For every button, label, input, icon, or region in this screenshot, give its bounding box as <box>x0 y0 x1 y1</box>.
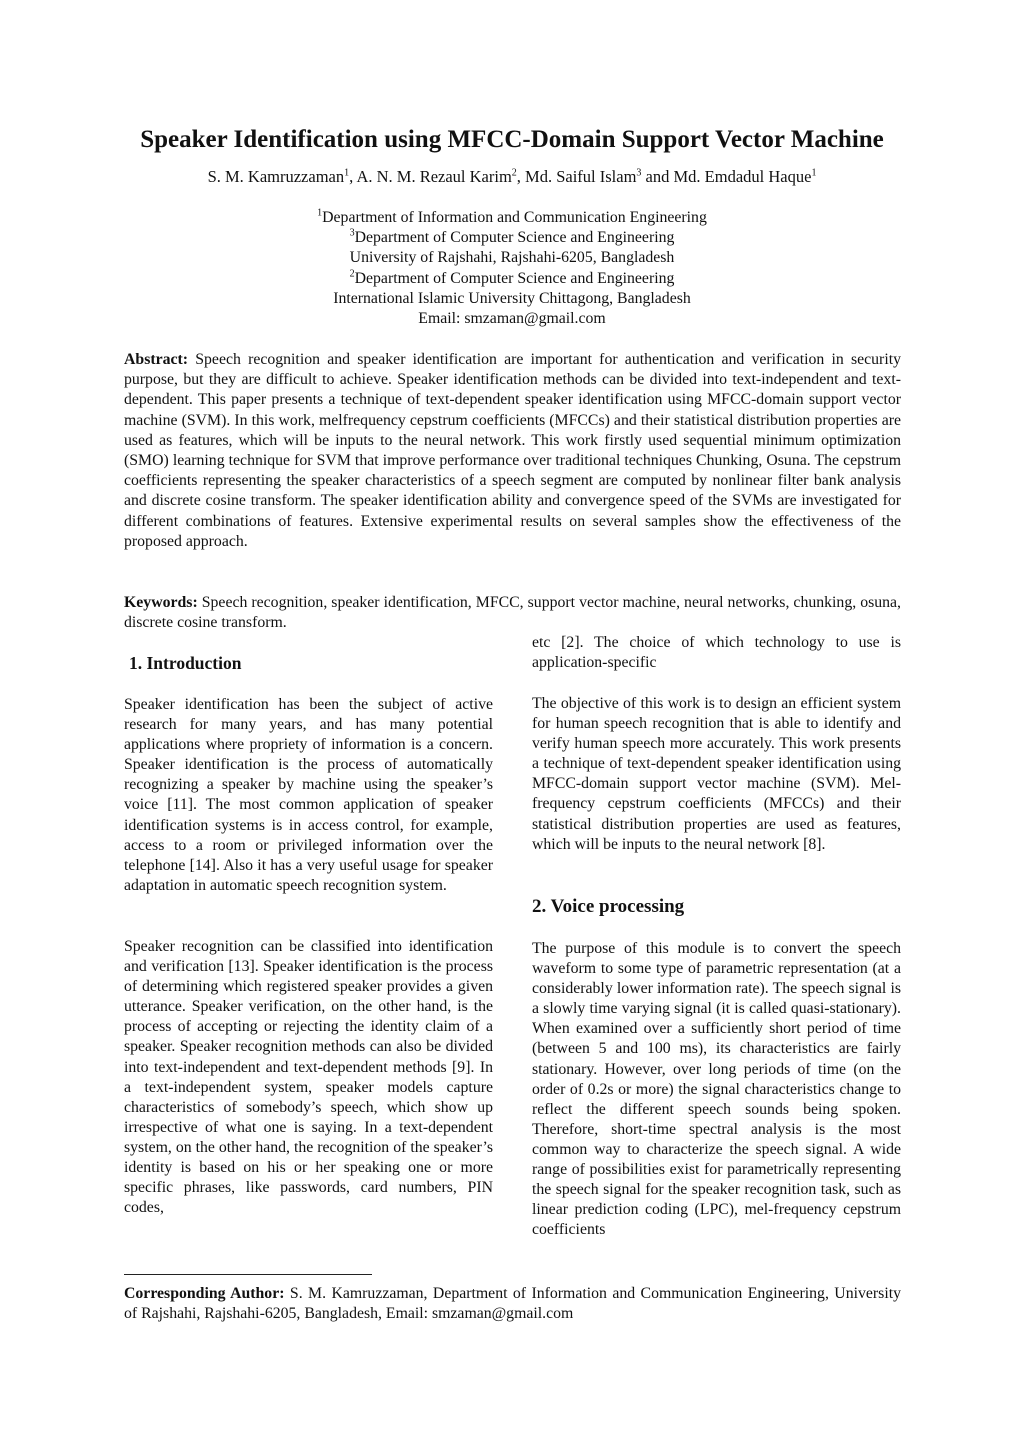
author-affil-mark: 1 <box>344 167 350 179</box>
intro-paragraph-1: Speaker identification has been the subject of active research for many years, and has many potential applications where propriety of information is a concern. Speaker identification is the process of automatically recognizing a speaker by machine using the speaker’s voice [11]. The most common application of speaker identification systems is in access control, for example, access to a room or privileged information over the telephone [14]. Also it has a very useful usage for speaker adaptation in automatic speech recognition system. <box>124 696 493 894</box>
author-affil-mark: 1 <box>811 167 817 179</box>
intro-paragraph-3: etc [2]. The choice of which technology to use is application-specific <box>532 634 901 672</box>
affiliation-line: International Islamic University Chittagong, Bangladesh <box>333 289 691 307</box>
affiliation-line: University of Rajshahi, Rajshahi-6205, Bangladesh <box>349 249 675 267</box>
affiliation-line <box>0 208 1024 228</box>
author-name: S. M. Kamruzzaman <box>207 167 345 186</box>
author-name: Md. Emdadul Haque <box>673 167 812 186</box>
corresponding-author-footnote <box>124 1284 901 1324</box>
affiliation-line <box>0 228 1024 248</box>
author-affil-mark: 3 <box>636 167 642 179</box>
affil-text: Department of Computer Science and Engineering <box>354 229 675 247</box>
abstract-text: Speech recognition and speaker identification are important for authentication and verification in security purpose, but they are difficult to achieve. Speaker identification methods can be divided into text-independent and text-dependent. This paper presents a technique of text-dependent speaker identification using MFCC-domain support vector machine (SVM). In this work, melfrequency cepstrum coefficients (MFCCs) and their statistical distribution properties are used as features, which will be inputs to the neural network. This work firstly used sequential minimum optimization (SMO) learning technique for SVM that improve performance over traditional techniques Chunking, Osuna. The cepstrum coefficients representing the speaker characteristics of a speech segment are computed by nonlinear filter bank analysis and discrete cosine transform. The speaker identification ability and convergence speed of the SVMs are investigated for different combinations of features. Extensive experimental results on several samples show the effectiveness of the proposed approach. <box>124 351 901 550</box>
affil-text: Department of Information and Communication Engineering <box>322 209 707 226</box>
affiliation-line <box>0 269 1024 289</box>
footnote-text: S. M. Kamruzzaman, Department of Information and Communication Engineering, University of Rajshahi, Rajshahi-6205, Bangladesh, Email: smzaman@gmail.com <box>124 1285 901 1323</box>
author-joiner: and <box>645 167 670 186</box>
abstract-label: Abstract: <box>124 351 189 368</box>
footnote-label: Corresponding Author: <box>124 1285 285 1302</box>
section-heading-introduction: 1. Introduction <box>129 653 242 673</box>
author-name: A. N. M. Rezaul Karim <box>356 167 512 186</box>
footnote-divider <box>124 1274 372 1275</box>
keywords-label: Keywords: <box>124 594 198 611</box>
affiliations <box>0 208 1024 329</box>
affil-mark: 3 <box>349 227 355 239</box>
author-name: Md. Saiful Islam <box>525 167 637 186</box>
contact-email: Email: smzaman@gmail.com <box>418 310 606 328</box>
keywords <box>124 593 901 633</box>
intro-paragraph-2: Speaker recognition can be classified into identification and verification [13]. Speaker identification is the process of determining which registered speaker provides a given utterance. Speaker verification, on the other hand, is the process of accepting or rejecting the identity claim of a speaker. Speaker recognition methods can also be divided into text-independent and text-dependent methods [9]. In a text-independent system, speaker models capture characteristics of somebody’s speech, which show up irrespective of what one is saying. In a text-dependent system, on the other hand, the recognition of the speaker’s identity is based on his or her speaking one or more specific phrases, like passwords, card numbers, PIN codes, <box>124 938 493 1217</box>
voice-paragraph-1: The purpose of this module is to convert the speech waveform to some type of parametric representation (at a considerably lower information rate). The speech signal is a slowly time varying signal (it is called quasi-stationary). When examined over a sufficiently short period of time (between 5 and 100 ms), its characteristics are fairly stationary. However, over long periods of time (on the order of 0.2s or more) the signal characteristics change to reflect the different speech sounds being spoken. Therefore, short-time spectral analysis is the most common way to characterize the speech signal. A wide range of possibilities exist for parametrically representing the speech signal for the speaker recognition task, such as linear prediction coding (LPC), mel-frequency cepstrum coefficients <box>532 940 901 1239</box>
keywords-text: Speech recognition, speaker identification, MFCC, support vector machine, neural networks, chunking, osuna, discrete cosine transform. <box>124 594 901 632</box>
intro-paragraph-4: The objective of this work is to design an efficient system for human speech recognition that is able to identify and verify human speech more accurately. This work presents a technique of text-dependent speaker identification using MFCC-domain support vector machine (SVM). Mel-frequency cepstrum coefficients (MFCCs) and their statistical distribution properties are used as features, which will be inputs to the neural network [8]. <box>532 695 901 853</box>
affil-text: Department of Computer Science and Engineering <box>354 269 675 287</box>
affil-mark: 2 <box>349 268 355 280</box>
affil-mark: 1 <box>317 207 323 219</box>
section-heading-voice-processing: 2. Voice processing <box>532 896 685 917</box>
paper-title: Speaker Identification using MFCC-Domain Support Vector Machine <box>140 126 884 153</box>
abstract <box>124 350 901 552</box>
author-list: S. M. Kamruzzaman$^1$, A. N. M. Rezaul Karim$^2$, Md. Saiful Islam$^3$ and Md. Emdadul Haque$^1$ <box>207 167 817 186</box>
author-affil-mark: 2 <box>511 167 517 179</box>
